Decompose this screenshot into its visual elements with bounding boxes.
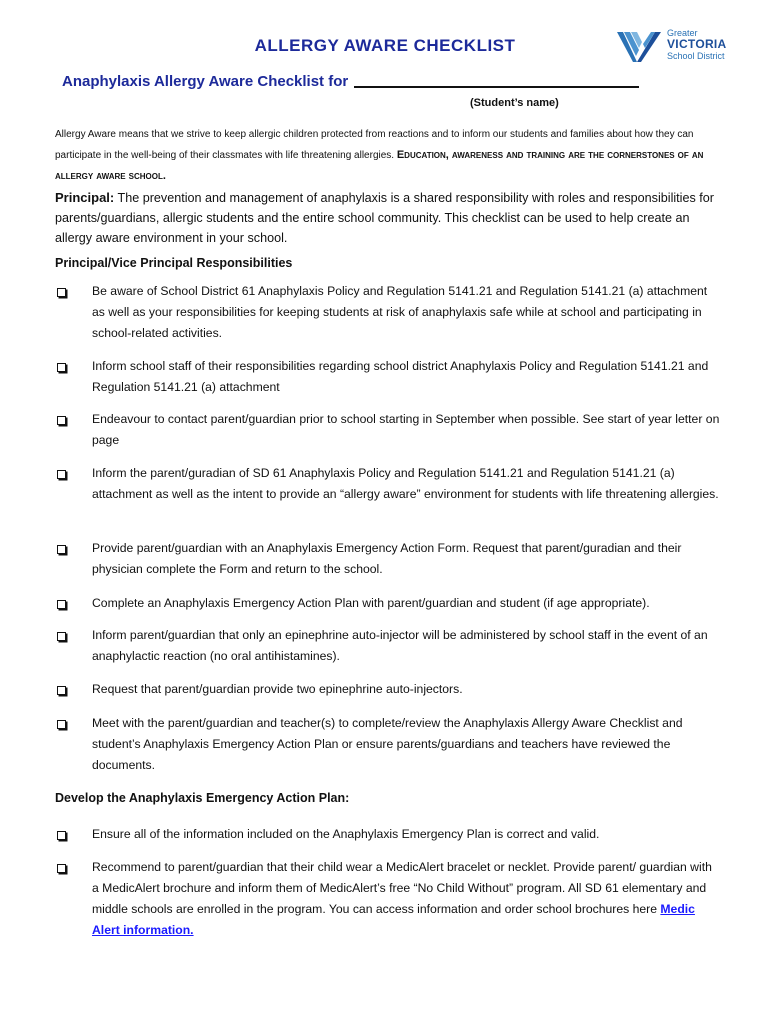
victoria-v-logo-icon <box>615 30 663 64</box>
student-name-label: (Student’s name) <box>470 97 559 109</box>
subtitle-text: Anaphylaxis Allergy Aware Checklist for <box>62 73 349 90</box>
checkbox[interactable] <box>57 686 66 695</box>
checklist-item-text: Inform school staff of their responsibilities regarding school district Anaphylaxis Policy and Regulation 5141.21 and Regulation 5141.21 (a) attachment <box>92 359 709 394</box>
checklist-item-text-with-link <box>92 857 722 941</box>
page-title: ALLERGY AWARE CHECKLIST <box>254 36 516 55</box>
checkbox[interactable] <box>57 545 66 554</box>
intro-emphasis: Education, awareness and training are the cornerstones of an allergy aware school. <box>55 149 704 182</box>
checkbox[interactable] <box>57 864 66 873</box>
checkbox[interactable] <box>57 831 66 840</box>
checkbox[interactable] <box>57 720 66 729</box>
checklist-item-text: Ensure all of the information included on the Anaphylaxis Emergency Plan is correct and valid. <box>92 827 600 841</box>
principal-paragraph <box>55 188 725 248</box>
logo-line-greater: Greater <box>667 28 698 38</box>
checklist-item-text: Endeavour to contact parent/guardian prior to school starting in September when possible. See start of year letter on page <box>92 412 720 447</box>
principal-text: The prevention and management of anaphylaxis is a shared responsibility with roles and responsibilities for parents/guardians, allergic students and the entire school community. This checklist can be used to help create an allergy aware environment in your school. <box>55 191 714 245</box>
checkbox[interactable] <box>57 632 66 641</box>
checklist-item-text: Complete an Anaphylaxis Emergency Action Plan with parent/guardian and student (if age appropriate). <box>92 596 650 610</box>
checkbox[interactable] <box>57 363 66 372</box>
medic-alert-link[interactable]: Medic Alert information. <box>92 902 695 937</box>
section-heading-action-plan: Develop the Anaphylaxis Emergency Action Plan: <box>55 791 350 805</box>
checkbox[interactable] <box>57 288 66 297</box>
logo-line-school-district: School District <box>667 51 725 61</box>
logo-line-victoria: VICTORIA <box>667 37 727 51</box>
intro-paragraph <box>55 124 725 187</box>
section-heading-responsibilities: Principal/Vice Principal Responsibilities <box>55 256 293 270</box>
checklist-item-text: Recommend to parent/guardian that their child wear a MedicAlert bracelet or necklet. Provide parent/ guardian with a MedicAlert brochure and inform them of MedicAlert’s free “No Child Without” program. All SD 61 elementary and middle schools are enrolled in the program. You can access information and order school brochures here <box>92 860 712 916</box>
checklist-subtitle <box>62 73 639 90</box>
principal-label: Principal: <box>55 190 115 205</box>
intro-text: Allergy Aware means that we strive to keep allergic children protected from reactions and to inform our students and families about how they can participate in the well-being of their classmates with life threatening allergies. <box>55 129 694 161</box>
checkbox[interactable] <box>57 416 66 425</box>
checkbox[interactable] <box>57 470 66 479</box>
checklist-item-text: Meet with the parent/guardian and teacher(s) to complete/review the Anaphylaxis Allergy Aware Checklist and student’s Anaphylaxis Emergency Action Plan or ensure parents/guardians and teachers have reviewed the documents. <box>92 716 683 772</box>
school-district-logo <box>615 28 730 68</box>
checkbox[interactable] <box>57 600 66 609</box>
checklist-item-text: Inform parent/guardian that only an epinephrine auto-injector will be administered by school staff in the event of an anaphylactic reaction (no oral antihistamines). <box>92 628 708 663</box>
student-name-field[interactable] <box>354 86 639 88</box>
checklist-item-text: Be aware of School District 61 Anaphylaxis Policy and Regulation 5141.21 and Regulation 5141.21 (a) attachment as well as your responsibilities for keeping students at risk of anaphylaxis safe while at school and participating in school-related activities. <box>92 284 708 340</box>
checklist-item-text: Request that parent/guardian provide two epinephrine auto-injectors. <box>92 682 463 696</box>
checklist-item-text: Inform the parent/guradian of SD 61 Anaphylaxis Policy and Regulation 5141.21 and Regulation 5141.21 (a) attachment as well as the intent to provide an “allergy aware” environment for students with life threatening allergies. <box>92 466 719 501</box>
checklist-item-text: Provide parent/guardian with an Anaphylaxis Emergency Action Form. Request that parent/guradian and their physician complete the Form and return to the school. <box>92 541 682 576</box>
